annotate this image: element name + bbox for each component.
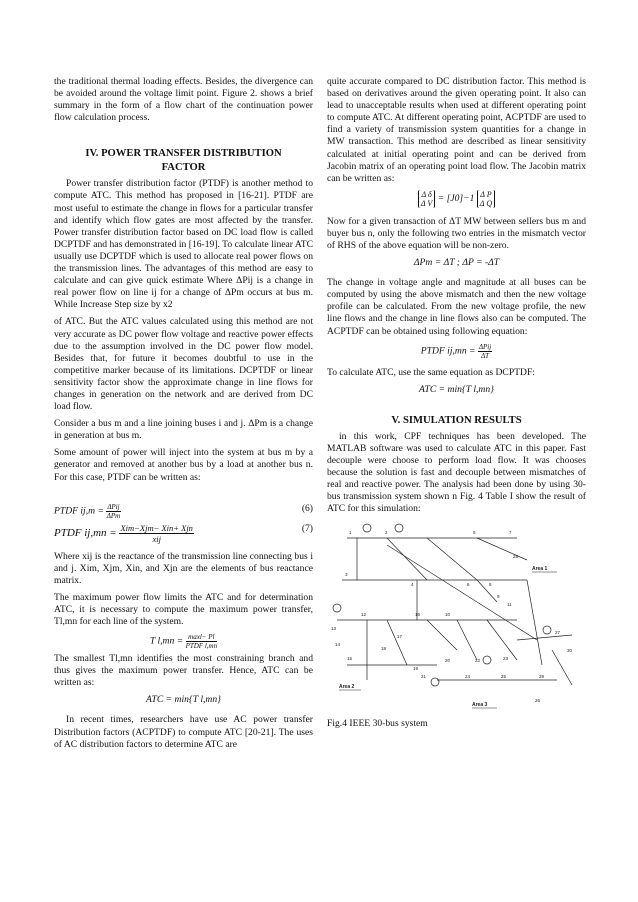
bus-label: 3 xyxy=(345,572,348,578)
atc-equation: ATC = min{T l,mn} xyxy=(419,383,494,395)
bus-label: 9 xyxy=(497,594,500,600)
ieee-30-bus-diagram xyxy=(327,520,586,712)
section-heading-cont: FACTOR xyxy=(161,162,206,174)
bus-label: 1 xyxy=(349,530,352,536)
bus-label: 20 xyxy=(445,658,451,664)
equation-8: T l,mn = $\frac{\max l- Pl}{\text{PTDF l,mn}}$ xyxy=(149,633,218,651)
area-label: Area 2 xyxy=(339,684,355,691)
paragraph: Now for a given transaction of ΔT MW between sellers bus m and buyer bus n, only the following two entries in the mismatch vector of RHS of the above equation will be non-zero. xyxy=(327,215,586,252)
bus-label: 18 xyxy=(381,646,387,652)
paragraph: in this work, CPF techniques has been developed. The MATLAB software was used to calculate ATC in this paper. Fast decouple were choose to perform load flow. It was chooses because the solution is fast and decouple between mismatches of real and reactive power. The analysis had been done by using 30-bus transmission system shown n Fig. 4 Table I show the result of ATC for this simulation: xyxy=(327,430,586,515)
bus-label: 29 xyxy=(539,674,545,680)
bus-label: 10 xyxy=(445,612,451,618)
paragraph: In recent times, researchers have use AC power transfer Distribution factors (ACPTDF) to compute ATC [20-21]. The uses of AC distribution factors to determine ATC are xyxy=(54,714,313,750)
bus-label: 12 xyxy=(361,612,367,618)
bus-label: 19 xyxy=(413,666,419,672)
left-column xyxy=(54,76,313,756)
bus-label: 24 xyxy=(465,674,471,680)
bus-label: 16 xyxy=(415,612,421,618)
area-label: Area 1 xyxy=(532,566,548,573)
bus-label: 8 xyxy=(489,582,492,588)
paragraph: Some amount of power will inject into the system at bus m by a generator and removed at another bus by a load at another bus n. For this case, PTDF can be written as: xyxy=(54,447,313,483)
equation-number: (6) xyxy=(301,502,313,514)
bus-label: 23 xyxy=(503,656,509,662)
paragraph: The maximum power flow limits the ATC and for determination ATC, it is necessary to compute the maximum power transfer, Tl,mn for each line of the system. xyxy=(54,591,313,628)
mismatch-equation: ΔPm = ΔT ; ΔP = -ΔT xyxy=(413,257,500,269)
bus-label: 28 xyxy=(513,554,519,560)
section-heading: IV. POWER TRANSFER DISTRIBUTION xyxy=(85,148,282,160)
bus-label: 25 xyxy=(501,674,507,680)
bus-label: 5 xyxy=(473,530,476,536)
bus-label: 30 xyxy=(567,648,573,654)
section-heading: V. SIMULATION RESULTS xyxy=(391,414,522,426)
paragraph: the traditional thermal loading effects. Besides, the divergence can be avoided around the voltage limit point. Figure 2. shows a brief summary in the form of a flow chart of the continuation power flow calculation process. xyxy=(54,76,313,124)
bus-label: 22 xyxy=(475,658,481,664)
paragraph: Power transfer distribution factor (PTDF) is another method to compute ATC. This method has proposed in [16-21]. PTDF are most useful to estimate the change in flows for a particular transfer and identify which flow gates are most affected by the transfer. Power transfer distribution factor based on DC load flow is called DCPTDF and has demonstrated in [16-19]. To calculate linear ATC usually use DCPTDF which is used to allocate real power flows on the transmission lines. The advantages of this method are easy to calculate and can give quick estimate Where ΔPij is a change in real power flow on line ij for a change of ΔPm occurs at bus m. While Increase Step size by x2 xyxy=(54,178,313,311)
acptdf-equation: PTDF ij,mn = $\frac{\text{ΔPij}}{\Delta T}$ xyxy=(420,342,492,360)
paragraph: The change in voltage angle and magnitude at all buses can be computed by using the above mismatch and then the new voltage profile can be calculated. From the new voltage profile, the new line flows and the change in line flows also can be computed. The ACPTDF can be obtained using following equation: xyxy=(327,277,586,337)
jacobian-equation: Δ δ Δ V = [J0]−1 Δ P Δ Q xyxy=(327,190,586,212)
paragraph: quite accurate compared to DC distribution factor. This method is based on derivatives around the given operating point. It also can lead to unacceptable results when used at different operating point to compute ATC. At different operating point, ACPTDF are used to find a variety of transmission system quantities for a change in MW transaction. This method are described as linear sensitivity calculated at initial operating point and can be derived from Jacobin matrix of an operating point load flow. The Jacobin matrix can be written as: xyxy=(327,76,586,184)
bus-label: 6 xyxy=(467,582,470,588)
paragraph: To calculate ATC, use the same equation as DCPTDF: xyxy=(327,366,535,378)
paragraph: Consider a bus m and a line joining buses i and j. ΔPm is a change in generation at bus m. xyxy=(54,418,313,442)
bus-label: 13 xyxy=(331,626,337,632)
bus-label: 14 xyxy=(335,642,341,648)
equation-number: (7) xyxy=(301,522,313,534)
area-label: Area 3 xyxy=(472,702,488,709)
bus-label: 11 xyxy=(507,602,512,608)
equation-6: PTDF ij,m = $\frac{\text{ΔPij}}{\text{ΔPm}}$ (6) xyxy=(54,502,313,520)
figure-caption: Fig.4 IEEE 30-bus system xyxy=(327,718,428,730)
bus-label: 4 xyxy=(411,582,414,588)
paragraph: The smallest Tl,mn identifies the most constraining branch and thus gives the maximum power transfer. Hence, ATC can be written as: xyxy=(54,653,313,689)
bus-label: 2 xyxy=(385,530,388,536)
paragraph: Where xij is the reactance of the transmission line connecting bus i and j. Xim, Xjm, Xin, and Xjn are the elements of bus reactance matrix. xyxy=(54,550,313,586)
bus-label: 26 xyxy=(535,698,541,704)
bus-label: 15 xyxy=(347,656,353,662)
bus-label: 7 xyxy=(509,530,512,536)
bus-label: 17 xyxy=(397,634,403,640)
equation-9: ATC = min{T l,mn} xyxy=(146,694,221,706)
bus-label: 27 xyxy=(555,630,561,636)
bus-label: 21 xyxy=(421,674,427,680)
right-column xyxy=(327,76,586,730)
equation-7: PTDF ij,mn = $\frac{\text{Xim−Xjm− Xin+ Xjn}}{\text{xij}}$ (7) xyxy=(54,522,313,544)
paragraph: of ATC. But the ATC values calculated using this method are not very accurate as DC power flow voltage and reactive power effects due to the assumption involved in the DC power flow model. Besides that, for future it becomes doubtful to use in the competitive marker because of its limitations. DCPTDF or linear sensitivity factor show the approximate change in line flows for changes in generation on the network and are derived from DC load flow. xyxy=(54,316,313,413)
